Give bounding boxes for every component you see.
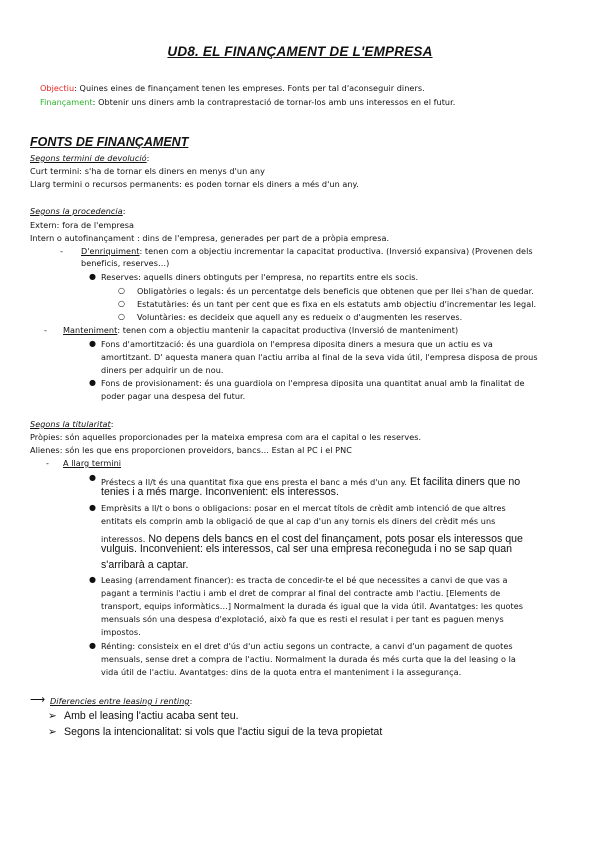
subheading-titularitat: Segons la titularitat: [30, 419, 114, 429]
propies-line: Pròpies: són aquelles proporcionades per la mateixa empresa com ara el capital o les reserves. [30, 432, 422, 442]
arrowhead-bullet-icon: ➢ [48, 710, 57, 722]
estatutaries-line: Estatutàries: és un tant per cent que es fixa en els estatuts amb objectiu d'incrementar les legal. [137, 299, 537, 309]
alienes-line: Alienes: són les que ens proporcionen proveidors, bancs… Estan al PC i el PNC [30, 445, 352, 455]
dot-bullet-icon: ● [89, 473, 96, 482]
amortitzacio-line2: amortitzant. D' aquesta manera quan l'actiu arriba al final de la seva vida útil, l'empresa disposa de prous [101, 352, 538, 362]
objectiu-label: Objectiu [40, 83, 75, 93]
leasing-line4: mensuals són una despesa d'explotació, això fa que es resti el resulat i per tant es paguen menys [101, 614, 504, 624]
subheading-devolucio: Segons termini de devolució: [30, 153, 150, 163]
renting-line1: Rénting: consisteix en el dret d'ús d'un actiu segons un contracte, a canvi d'un pagament de quotes [101, 641, 513, 651]
leasing-line1: Leasing (arrendament financer): es tracta de concedir-te el bé que necessites a canvi de que vas a [101, 575, 508, 585]
prestecs-line2: tenies i a més marge. Inconvenient: els interessos. [101, 486, 339, 498]
curt-termini: Curt termini: s'ha de tornar els diners en menys d'un any [30, 166, 265, 176]
financament-label: Finançament [40, 97, 93, 107]
diferencia-item-2: Segons la intencionalitat: si vols que l'actiu sigui de la teva propietat [64, 726, 383, 738]
llarg-termini: Llarg termini o recursos permanents: es poden tornar els diners a més d'un any. [30, 179, 359, 189]
section-heading-fonts: FONTS DE FINANÇAMENT [30, 135, 189, 149]
renting-line3: vida útil de l'actiu. Avantatges: dins de la quota entra el manteniment i la assegurança. [101, 667, 462, 677]
provisionament-line1: Fons de provisionament: és una guardiola on l'empresa diposita una quantitat anual amb la finalitat de [101, 378, 525, 388]
enriquiment-line2: beneficis, reserves…) [81, 258, 170, 268]
emprestits-line1: Emprèsits a ll/t o bons o obligacions: posar en el mercat títols de crèdit amb intenció de que altres [101, 503, 506, 513]
diferencies-heading: Diferencies entre leasing i renting: [50, 696, 193, 706]
circle-bullet-icon: ○ [118, 299, 125, 308]
emprestits-line5: s'arribarà a captar. [101, 559, 189, 571]
emprestits-line3: interessos. No depens dels bancs en el cost del finançament, pots posar els interessos que [101, 533, 523, 545]
manteniment-line: Manteniment: tenen com a objectiu mantenir la capacitat productiva (Inversió de manteniment) [63, 325, 459, 335]
dash-bullet-icon: - [60, 246, 63, 256]
enriquiment-line1: D'enriquiment: tenen com a objectiu incrementar la capacitat productiva. (Inversió expansiva) (Provenen dels [81, 246, 533, 256]
dot-bullet-icon: ● [89, 641, 96, 650]
intern-line: Intern o autofinançament : dins de l'empresa, generades per part de a pròpia empresa. [30, 233, 390, 243]
prestecs-line1: Préstecs a ll/t és una quantitat fixa que ens presta el banc a més d'un any. Et facilita diners que no [101, 476, 521, 488]
dash-bullet-icon: - [44, 325, 47, 335]
amortitzacio-line3: diners per adquirir un de nou. [101, 365, 224, 375]
page-title: UD8. EL FINANÇAMENT DE L'EMPRESA [167, 44, 433, 59]
amortitzacio-line1: Fons d'amortització: és una guardiola on l'empresa diposita diners a mesura que un actiu es va [101, 339, 493, 349]
emprestits-line4: vulguis. Inconvenient: els interessos, cal ser una empresa reconeguda i no se sap quan [101, 543, 513, 555]
circle-bullet-icon: ○ [118, 286, 125, 295]
subheading-procedencia: Segons la procedencia: [30, 206, 126, 216]
llarg-termini-label: A llarg termini [63, 458, 122, 468]
financament-line [40, 97, 455, 107]
dot-bullet-icon: ● [89, 503, 96, 512]
financament-text: : Obtenir uns diners amb la contraprestació de tornar-los amb uns interessos en el futur. [92, 97, 456, 107]
dot-bullet-icon: ● [89, 575, 96, 584]
extern-line: Extern: fora de l'empresa [30, 220, 135, 230]
dot-bullet-icon: ● [89, 272, 96, 281]
voluntaries-line: Voluntàries: es decideix que aquell any es redueix o d'augmenten les reserves. [137, 312, 463, 322]
arrow-right-icon: ⟶ [30, 694, 46, 706]
arrowhead-bullet-icon: ➢ [48, 726, 57, 738]
obligatories-line: Obligatòries o legals: és un percentatge dels beneficis que obtenen que per llei s'han de quedar. [137, 286, 534, 296]
leasing-line5: impostos. [101, 627, 141, 637]
leasing-line3: transport, equips informàtics…] Normalment la durada és igual que la vida útil. Avantatges: les quotes [101, 601, 524, 611]
objectiu-text: : Quines eines de finançament tenen les empreses. Fonts per tal d'aconseguir diners. [74, 83, 425, 93]
objectiu-line [40, 83, 425, 93]
renting-line2: mensuals, sense dret a compra de l'actiu. Normalment la durada és més curta que la del leasing o la [101, 654, 516, 664]
circle-bullet-icon: ○ [118, 312, 125, 321]
dash-bullet-icon: - [46, 458, 49, 468]
provisionament-line2: poder pagar una despesa del futur. [101, 391, 246, 401]
dot-bullet-icon: ● [89, 378, 96, 387]
leasing-line2: pagant a terminis l'actiu i amb el dret de comprar al final del contracte amb l'actiu. [Elements de [101, 588, 501, 598]
dot-bullet-icon: ● [89, 339, 96, 348]
reserves-line: Reserves: aquells diners obtinguts per l'empresa, no repartits entre els socis. [101, 272, 419, 282]
diferencia-item-1: Amb el leasing l'actiu acaba sent teu. [64, 710, 239, 722]
emprestits-line2: entitats els comprin amb la obligació de que al cap d'un any tornis els diners del crèdit més uns [101, 516, 496, 526]
